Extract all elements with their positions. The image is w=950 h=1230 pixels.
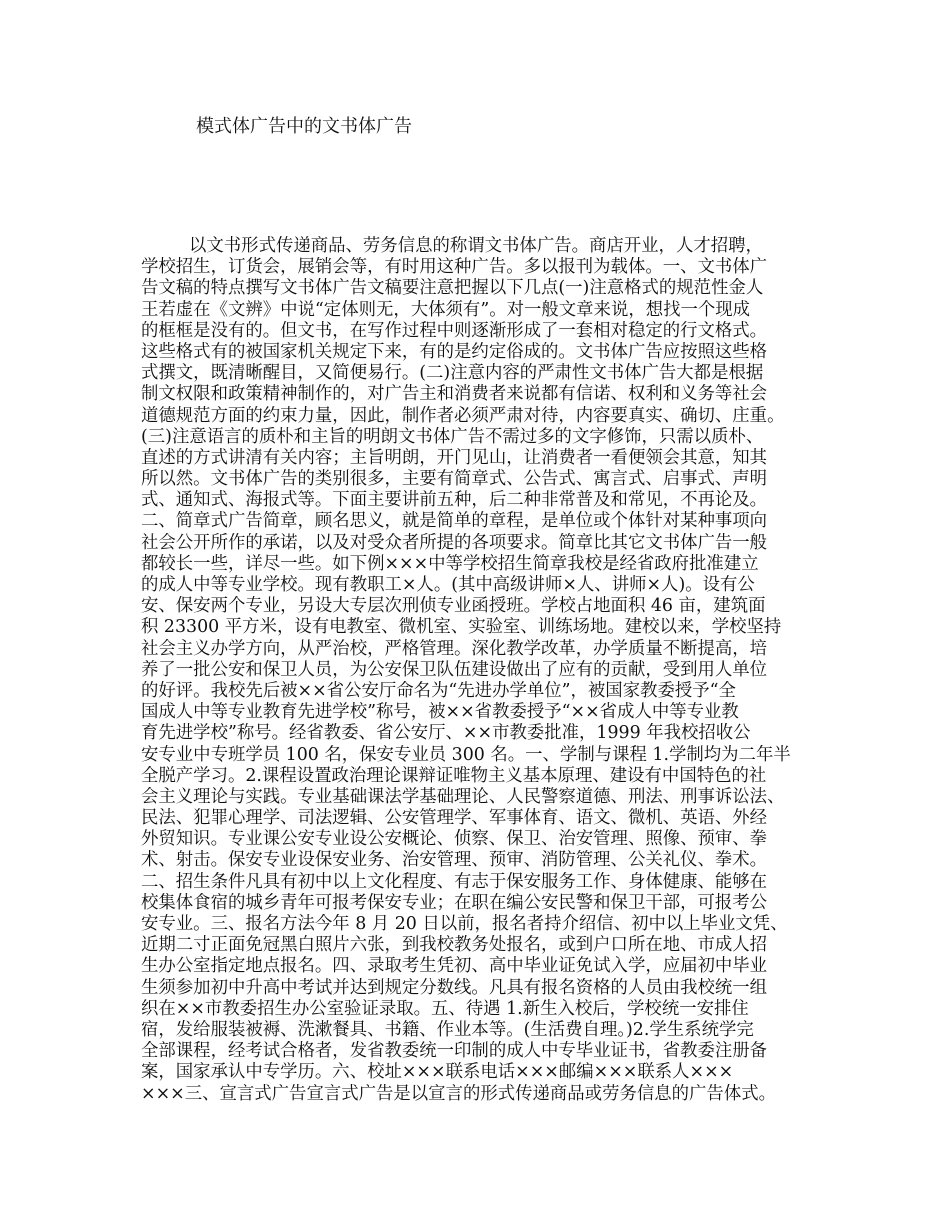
paragraph-line: 近期二寸正面免冠黑白照片六张，到我校教务处报名，或到户口所在地、市成人招 [141,935,768,956]
paragraph-line: 二、简章式广告简章，顾名思义，就是简单的章程，是单位或个体针对某种事项向 [141,511,768,532]
paragraph-line: 安、保安两个专业，另设大专层次刑侦专业函授班。学校占地面积 46 亩，建筑面 [141,596,766,617]
document-title: 模式体广告中的文书体广告 [196,116,412,137]
paragraph-line: 告文稿的特点撰写文书体广告文稿要注意把握以下几点(一)注意格式的规范性金人 [141,278,764,299]
paragraph-line: 道德规范方面的约束力量，因此，制作者必须严肃对待，内容要真实、确切、庄重。 [141,405,785,426]
paragraph-line: 社会公开所作的承诺，以及对受众者所提的各项要求。简章比其它文书体广告一般 [141,532,768,553]
paragraph-line: 以文书形式传递商品、劳务信息的称谓文书体广告。商店开业，人才招聘， [189,236,763,256]
paragraph-line: 宿，发给服装被褥、洗漱餐具、书籍、作业本等。(生活费自理。)2.学生系统学完 [141,1019,754,1040]
paragraph-line: 学校招生，订货会，展销会等，有时用这种广告。多以报刊为载体。一、文书体广 [141,257,768,278]
paragraph-line: 织在××市教委招生办公室验证录取。五、待遇 1.新生入校后，学校统一安排住 [141,998,749,1019]
paragraph-line: 养了一批公安和保卫人员，为公安保卫队伍建设做出了应有的贡献，受到用人单位 [141,659,768,680]
paragraph-line: 会主义理论与实践。专业基础课法学基础理论、人民警察道德、刑法、刑事诉讼法、 [141,786,785,807]
paragraph-line: 生办公室指定地点报名。四、录取考生凭初、高中毕业证免试入学，应届初中毕业 [141,956,768,977]
paragraph-line: 外贸知识。专业课公安专业设公安概论、侦察、保卫、治安管理、照像、预审、拳 [141,829,768,850]
paragraph-line: 直述的方式讲清有关内容；主旨明朗，开门见山，让消费者一看便领会其意，知其 [141,447,768,468]
paragraph-line: 安专业中专班学员 100 名，保安专业员 300 名。一、学制与课程 1.学制均为二年半 [141,744,791,765]
document-body [141,236,831,1105]
paragraph-line: 校集体食宿的城乡青年可报考保安专业；在职在编公安民警和保卫干部，可报考公 [141,892,768,913]
paragraph-line: ×××三、宣言式广告宣言式广告是以宣言的形式传递商品或劳务信息的广告体式。 [141,1083,776,1104]
paragraph-line: 生须参加初中升高中考试并达到规定分数线。凡具有报名资格的人员由我校统一组 [141,977,768,998]
paragraph-line: 社会主义办学方向，从严治校，严格管理。深化教学改革，办学质量不断提高，培 [141,638,768,659]
paragraph-line: 国成人中等专业教育先进学校”称号，被××省教委授予“××省成人中等专业教 [141,702,739,723]
paragraph-line: 民法、犯罪心理学、司法逻辑、公安管理学、军事体育、语文、微机、英语、外经 [141,808,768,829]
paragraph-line: 式、通知式、海报式等。下面主要讲前五种，后二种非常普及和常见，不再论及。 [141,490,768,511]
paragraph-line: 积 23300 平方米，设有电教室、微机室、实验室、训练场地。建校以来，学校坚持 [141,617,782,638]
paragraph-line: 这些格式有的被国家机关规定下来，有的是约定俗成的。文书体广告应按照这些格 [141,341,768,362]
paragraph-line: 术、射击。保安专业设保安业务、治安管理、预审、消防管理、公关礼仪、拳术。 [141,850,768,871]
paragraph-line: 全部课程，经考试合格者，发省教委统一印制的成人中专毕业证书，省教委注册备 [141,1041,768,1062]
paragraph-line: 的好评。我校先后被××省公安厅命名为“先进办学单位”，被国家教委授予“全 [141,680,736,701]
paragraph-line: 案，国家承认中专学历。六、校址×××联系电话×××邮编×××联系人××× [141,1062,734,1083]
paragraph-line: (三)注意语言的质朴和主旨的明朗文书体广告不需过多的文字修饰，只需以质朴、 [141,426,764,447]
paragraph-line: 的成人中等专业学校。现有教职工×人。(其中高级讲师×人、讲师×人)。设有公 [141,575,755,595]
paragraph-line: 都较长一些，详尽一些。如下例×××中等学校招生简章我校是经省政府批准建立 [141,553,759,574]
paragraph-line: 王若虚在《文辨》中说“定体则无，大体须有”。对一般文章来说，想找一个现成 [141,299,751,320]
paragraph-line: 式撰文，既清晰醒目，又简便易行。(二)注意内容的严肃性文书体广告大都是根据 [141,363,764,384]
paragraph-line: 的框框是没有的。但文书，在写作过程中则逐渐形成了一套相对稳定的行文格式。 [141,320,768,341]
paragraph-line: 全脱产学习。2.课程设置政治理论课辩证唯物主义基本原理、建设有中国特色的社 [141,765,767,786]
paragraph-line: 制文权限和政策精神制作的，对广告主和消费者来说都有信诺、权利和义务等社会 [141,384,768,405]
paragraph-line: 二、招生条件凡具有初中以上文化程度、有志于保安服务工作、身体健康、能够在 [141,871,768,892]
paragraph-line: 育先进学校”称号。经省教委、省公安厅、××市教委批准，1999 年我校招收公 [141,723,751,744]
paragraph-line: 安专业。三、报名方法今年 8 月 20 日以前，报名者持介绍信、初中以上毕业文凭、 [141,914,788,934]
paragraph-line: 所以然。文书体广告的类别很多，主要有简章式、公告式、寓言式、启事式、声明 [141,469,768,490]
